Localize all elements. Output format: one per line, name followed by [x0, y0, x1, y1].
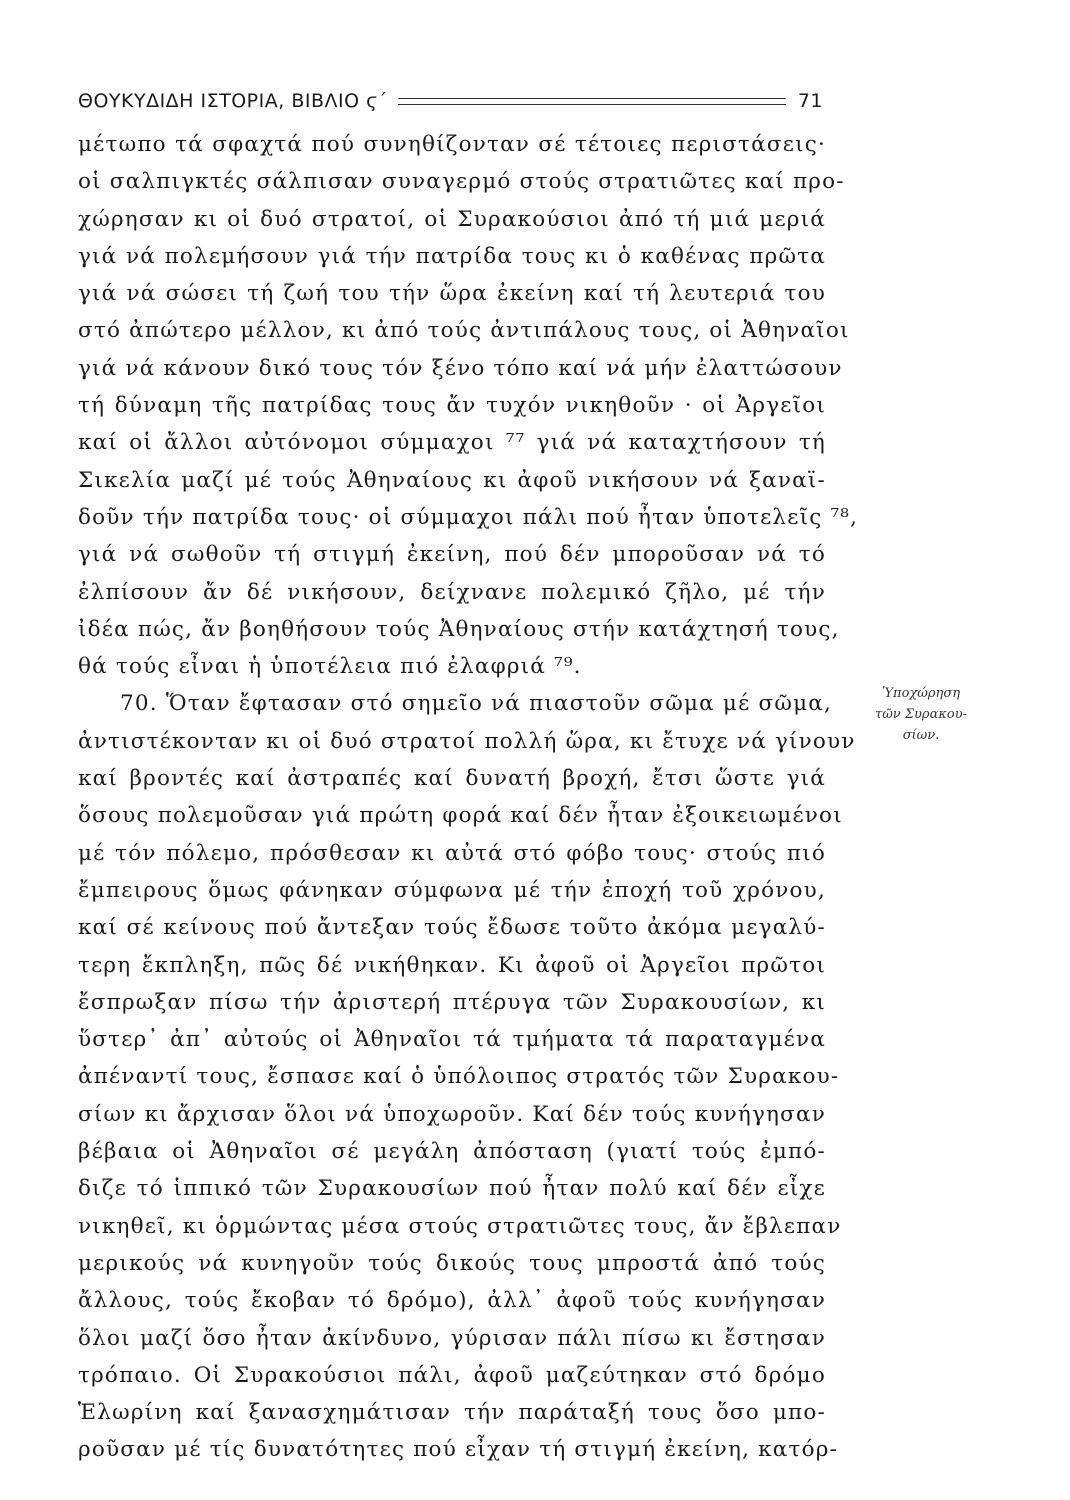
text-line: νικηθεῖ, κι ὁρμώντας μέσα στούς στρατιῶτες τους, ἄν ἔβλεπαν [78, 1213, 842, 1239]
text-line: τή δύναμη τῆς πατρίδας τους ἄν τυχόν νικηθοῦν · οἱ Ἀργεῖοι [78, 393, 826, 419]
body-text [78, 126, 859, 1469]
header-rule [398, 98, 786, 105]
header-title: ΘΟΥΚΥΔΙΔΗ ΙΣΤΟΡΙΑ, ΒΙΒΛΙΟ ϛ΄ [78, 90, 388, 112]
text-line: ἐλπίσουν ἄν δέ νικήσουν, δείχνανε πολεμικό ζῆλο, μέ τήν [78, 579, 826, 605]
text-line: τρόπαιο. Οἱ Συρακούσιοι πάλι, ἀφοῦ μαζεύτηκαν στό δρόμο [78, 1362, 826, 1388]
text-line: στό ἀπώτερο μέλλον, κι ἀπό τούς ἀντιπάλους τους, οἱ Ἀθηναῖοι [78, 318, 850, 344]
text-line: ἄλλους, τούς ἔκοβαν τό δρόμο), ἀλλ᾽ ἀφοῦ τούς κυνήγησαν [78, 1288, 826, 1314]
text-line: οἱ σαλπιγκτές σάλπισαν συναγερμό στούς στρατιῶτες καί προ- [78, 169, 845, 195]
text-line: 70. Ὅταν ἔφτασαν στό σημεῖο νά πιαστοῦν σῶμα μέ σῶμα, [120, 691, 833, 717]
page-number: 71 [797, 90, 823, 112]
text-line: ἀντιστέκονταν κι οἱ δυό στρατοί πολλή ὥρα, κι ἔτυχε νά γίνουν [78, 728, 856, 754]
text-line: καί σέ κείνους πού ἄντεξαν τούς ἔδωσε τοῦτο ἀκόμα μεγαλύ- [78, 915, 826, 941]
margin-note-line: σίων. [902, 728, 940, 743]
margin-note-line: τῶν Συρακου- [875, 707, 967, 722]
text-line: ὅσους πολεμοῦσαν γιά πρώτη φορά καί δέν ἦταν ἐξοικειωμένοι [78, 803, 843, 829]
text-line: γιά νά σώσει τή ζωή του τήν ὥρα ἐκείνη καί τή λευτεριά του [78, 281, 826, 307]
text-line: Σικελία μαζί μέ τούς Ἀθηναίους κι ἀφοῦ νικήσουν νά ξαναϊ- [78, 467, 826, 493]
text-line: ἀπέναντί τους, ἔσπασε καί ὁ ὑπόλοιπος στρατός τῶν Συρακου- [78, 1064, 840, 1090]
text-line: μέτωπο τά σφαχτά πού συνηθίζονταν σέ τέτοιες περιστάσεις· [78, 132, 826, 157]
text-line: μερικούς νά κυνηγοῦν τούς δικούς τους μπροστά ἀπό τούς [78, 1250, 826, 1276]
text-line: Ἑλωρίνη καί ξανασχημάτισαν τήν παράταξή τους ὅσο μπο- [78, 1400, 826, 1426]
text-line: καί βροντές καί ἀστραπές καί δυνατή βροχή, ἔτσι ὥστε γιά [78, 766, 826, 792]
text-line: σίων κι ἄρχισαν ὅλοι νά ὑποχωροῦν. Καί δέν τούς κυνήγησαν [78, 1101, 826, 1127]
text-line: διζε τό ἱππικό τῶν Συρακουσίων πού ἦταν πολύ καί δέν εἶχε [78, 1176, 826, 1202]
text-line: βέβαια οἱ Ἀθηναῖοι σέ μεγάλη ἀπόσταση (γιατί τούς ἐμπό- [78, 1139, 826, 1165]
margin-note-line: Ὑποχώρηση [882, 686, 960, 701]
text-line: καί οἱ ἄλλοι αὐτόνομοι σύμμαχοι ⁷⁷ γιά νά καταχτήσουν τή [78, 430, 826, 456]
text-line: χώρησαν κι οἱ δυό στρατοί, οἱ Συρακούσιοι ἀπό τή μιά μεριά [78, 206, 826, 232]
text-line: ὅλοι μαζί ὅσο ἦταν ἀκίνδυνο, γύρισαν πάλι πίσω κι ἔστησαν [78, 1325, 826, 1351]
text-line: ἰδέα πώς, ἄν βοηθήσουν τούς Ἀθηναίους στήν κατάχτησή τους, [78, 616, 840, 642]
text-line: γιά νά πολεμήσουν γιά τήν πατρίδα τους κι ὁ καθένας πρῶτα [78, 243, 826, 269]
text-line: μέ τόν πόλεμο, πρόσθεσαν κι αὐτά στό φόβο τους· στούς πιό [78, 840, 826, 866]
text-line: ροῦσαν μέ τίς δυνατότητες πού εἶχαν τή στιγμή ἐκείνη, κατόρ- [78, 1437, 839, 1463]
text-line: ἔμπειρους ὅμως φάνηκαν σύμφωνα μέ τήν ἐποχή τοῦ χρόνου, [78, 877, 826, 903]
running-header [78, 86, 823, 116]
text-line: γιά νά σωθοῦν τή στιγμή ἐκείνη, πού δέν μποροῦσαν νά τό [78, 542, 826, 568]
text-line: τερη ἔκπληξη, πῶς δέ νικήθηκαν. Κι ἀφοῦ οἱ Ἀργεῖοι πρῶτοι [78, 952, 826, 978]
text-line: θά τούς εἶναι ἡ ὑποτέλεια πιό ἐλαφριά ⁷⁹. [78, 654, 582, 680]
text-line: γιά νά κάνουν δικό τους τόν ξένο τόπο καί νά μήν ἐλαττώσουν [78, 355, 843, 381]
text-line: ὕστερ᾽ ἀπ᾽ αὐτούς οἱ Ἀθηναῖοι τά τμήματα τά παραταγμένα [78, 1027, 826, 1053]
text-line: δοῦν τήν πατρίδα τους· οἱ σύμμαχοι πάλι πού ἦταν ὑποτελεῖς ⁷⁸, [78, 504, 859, 530]
text-line: ἔσπρωξαν πίσω τήν ἀριστερή πτέρυγα τῶν Συρακουσίων, κι [78, 989, 826, 1015]
margin-note [846, 683, 996, 746]
